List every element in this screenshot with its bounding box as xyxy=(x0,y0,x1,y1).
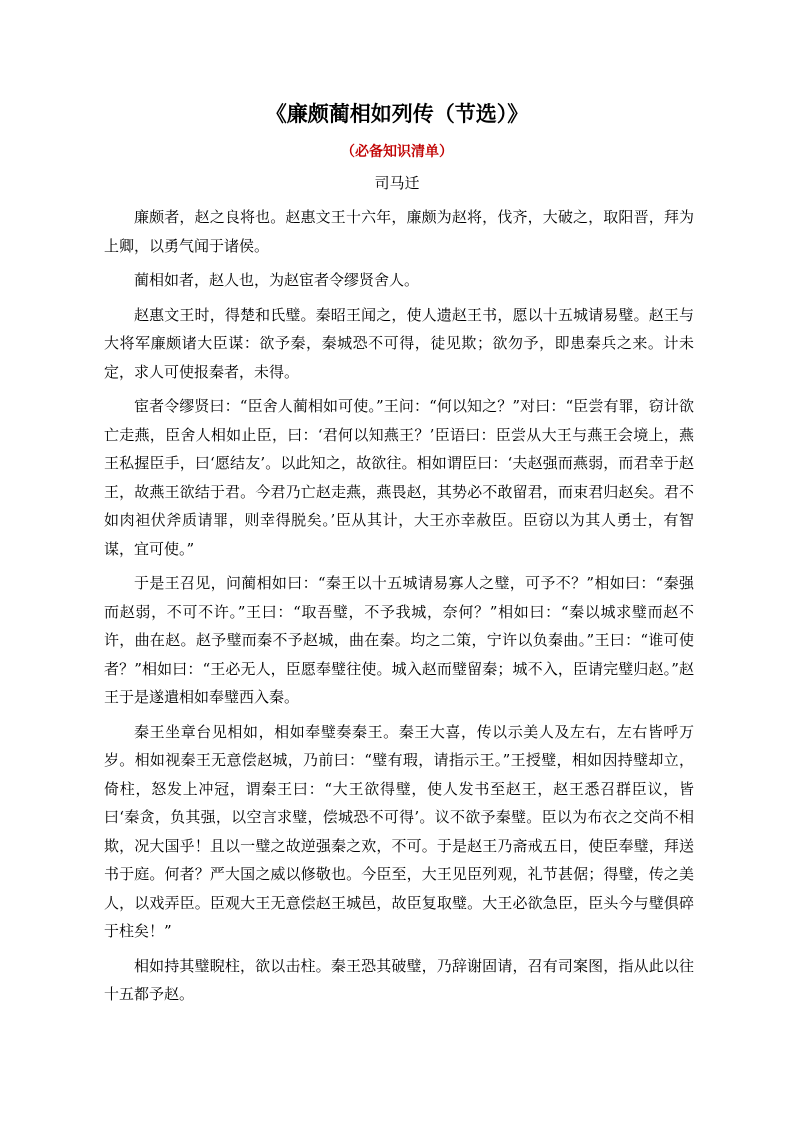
paragraph: 秦王坐章台见相如，相如奉璧奏秦王。秦王大喜，传以示美人及左右，左右皆呼万岁。相如视秦王无意偿赵城，乃前曰：“璧有瑕，请指示王。”王授璧，相如因持璧却立，倚柱，怒发上冲冠，谓秦王曰：“大王欲得璧，使人发书至赵王，赵王悉召群臣议，皆曰‘秦贪，负其强，以空言求璧，偿城恐不可得’。议不欲予秦璧。臣以为布衣之交尚不相欺，况大国乎！且以一璧之故逆强秦之欢，不可。于是赵王乃斋戒五日，使臣奉璧，拜送书于庭。何者？严大国之威以修敬也。今臣至，大王见臣列观，礼节甚倨；得璧，传之美人，以戏弄臣。臣观大王无意偿赵王城邑，故臣复取璧。大王必欲急臣，臣头今与璧俱碎于柱矣！” xyxy=(104,722,694,940)
paragraph: 蔺相如者，赵人也，为赵宦者令缪贤舍人。 xyxy=(134,271,420,289)
paragraph: 于是王召见，问蔺相如曰：“秦王以十五城请易寡人之璧，可予不？”相如曰：“秦强而赵弱，不可不许。”王曰：“取吾璧，不予我城，奈何？”相如曰：“秦以城求璧而赵不许，曲在赵。赵予璧而秦不予赵城，曲在秦。均之二策，宁许以负秦曲。”王曰：“谁可使者？”相如曰：“王必无人，臣愿奉璧往使。城入赵而璧留秦；城不入，臣请完璧归赵。”赵王于是遂遣相如奉璧西入秦。 xyxy=(104,574,694,706)
document-body xyxy=(104,203,694,1015)
paragraph: 相如持其璧睨柱，欲以击柱。秦王恐其破璧，乃辞谢固请，召有司案图，指从此以往十五都予赵。 xyxy=(104,956,694,1003)
document-author: 司马迁 xyxy=(374,174,420,192)
paragraph: 宦者令缪贤曰：“臣舍人蔺相如可使。”王问：“何以知之？”对曰：“臣尝有罪，窃计欲亡走燕，臣舍人相如止臣，曰：‘君何以知燕王？’臣语曰：臣尝从大王与燕王会境上，燕王私握臣手，曰‘愿结友’。以此知之，故欲往。相如谓臣曰：‘夫赵强而燕弱，而君幸于赵王，故燕王欲结于君。今君乃亡赵走燕，燕畏赵，其势必不敢留君，而束君归赵矣。君不如肉袒伏斧质请罪，则幸得脱矣。’臣从其计，大王亦幸赦臣。臣窃以为其人勇士，有智谋，宜可使。” xyxy=(104,397,694,558)
paragraph: 廉颇者，赵之良将也。赵惠文王十六年，廉颇为赵将，伐齐，大破之，取阳晋，拜为上卿，以勇气闻于诸侯。 xyxy=(104,208,694,255)
paragraph: 赵惠文王时，得楚和氏璧。秦昭王闻之，使人遗赵王书，愿以十五城请易璧。赵王与大将军廉颇诸大臣谋：欲予秦，秦城恐不可得，徒见欺；欲勿予，即患秦兵之来。计未定，求人可使报秦者，未得。 xyxy=(104,305,694,381)
document-title: 《廉颇蔺相如列传（节选）》 xyxy=(265,102,529,126)
document-subtitle: （必备知识清单） xyxy=(341,144,453,160)
